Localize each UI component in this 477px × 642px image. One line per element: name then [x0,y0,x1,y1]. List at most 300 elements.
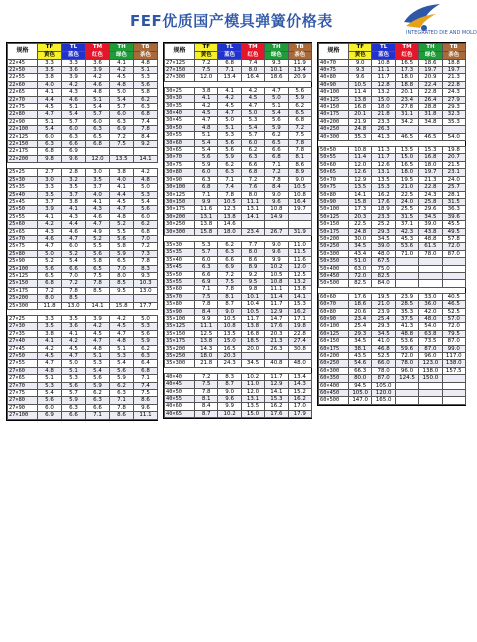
price-cell: 6.6 [218,256,241,263]
table-row [8,133,158,140]
price-cell: 22.8 [419,184,442,191]
price-cell: 8.0 [38,295,62,302]
table-row [165,345,312,352]
price-cell: 6.9 [218,264,241,271]
price-cell: 5.3 [38,382,62,389]
price-cell: 12.9 [265,308,288,315]
price-cell: 87.0 [372,375,395,382]
table-row [8,412,158,419]
price-cell: 31.5 [395,213,418,220]
spring-size-cell: 22×60 [8,81,38,88]
price-cell: 4.5 [38,353,62,360]
spring-size-cell: 35×150 [165,330,195,337]
price-cell: 4.5 [62,345,86,352]
spring-size-cell: 40×60 [165,403,195,410]
spring-size-cell: 30×55 [165,132,195,139]
table-row [165,213,312,220]
table-row [165,308,312,315]
price-cell: 5.1 [86,353,110,360]
spring-size-cell: 30×150 [165,198,195,205]
price-cell: 8.6 [110,412,134,419]
price-cell: 78.0 [395,360,418,367]
price-cell: 3.3 [38,184,62,191]
price-cell: 57.0 [442,316,465,323]
price-cell: 3.9 [86,67,110,74]
spring-size-cell: 40×200 [319,118,349,125]
price-cell: 7.1 [218,176,241,183]
price-cell: 99.0 [442,345,465,352]
table-row [8,67,158,74]
price-cell: 6.8 [38,280,62,287]
price-cell: 14.1 [349,191,372,198]
table-row [319,184,466,191]
price-cell: 12.0 [195,74,218,81]
spring-size-cell: 60×400 [319,382,349,389]
price-cell [86,148,110,155]
price-cell: 5.4 [62,111,86,118]
load-code-header: TM [86,44,110,52]
price-cell: 11.9 [288,59,311,66]
price-cell: 3.3 [38,316,62,323]
price-cell: 19.5 [395,176,418,183]
price-cell: 13.5 [349,184,372,191]
price-cell: 4.3 [38,228,62,235]
price-cell: 34.5 [349,243,372,250]
price-cell: 4.6 [38,235,62,242]
price-cell: 6.2 [86,390,110,397]
price-cell: 21.8 [195,360,218,367]
price-cell: 7.4 [241,59,264,66]
color-name-header: 茶色 [288,51,311,59]
price-cell: 6.5 [288,110,311,117]
price-cell: 16.2 [372,191,395,198]
price-cell: 4.7 [86,221,110,228]
price-cell: 16.4 [288,198,311,205]
price-cell [419,265,442,272]
price-cell: 6.8 [218,59,241,66]
price-cell [395,382,418,389]
table-row [165,330,312,337]
table-row [8,345,158,352]
spring-size-cell: 50×65 [319,169,349,176]
price-cell: 5.6 [218,147,241,154]
price-cell: 5.9 [134,338,158,345]
price-cell: 6.2 [134,221,158,228]
price-cell: 54.0 [442,133,465,140]
spring-size-cell: 60×60 [319,293,349,300]
spec-header: 规格 [165,44,195,60]
price-cell: 8.6 [241,256,264,263]
price-cell: 7.4 [134,382,158,389]
spring-size-cell: 27×300 [165,74,195,81]
price-cell: 24.3 [442,89,465,96]
spring-size-cell: 30×80 [165,169,195,176]
price-cell: 5.6 [110,367,134,374]
price-cell: 4.8 [86,89,110,96]
table-row [319,265,466,272]
price-cell: 35.3 [395,308,418,315]
table-row [319,258,466,265]
price-cell: 15.8 [110,302,134,309]
price-cell: 5.2 [62,250,86,257]
table-row [165,95,312,102]
price-cell [442,258,465,265]
price-cell: 13.8 [241,323,264,330]
price-cell: 6.0 [110,111,134,118]
price-cell: 5.6 [134,330,158,337]
price-table-col2 [163,42,312,419]
price-cell: 13.4 [288,373,311,380]
load-code-header: TL [62,44,86,52]
price-cell: 11.0 [241,381,264,388]
price-cell: 4.2 [110,67,134,74]
table-row [165,286,312,293]
price-cell: 72.0 [395,353,418,360]
price-cell: 6.0 [134,213,158,220]
table-row [319,81,466,88]
table-row [165,184,312,191]
price-cell: 21.0 [395,184,418,191]
price-cell: 13.5 [218,330,241,337]
table-row [165,154,312,161]
table-row [165,360,312,367]
price-cell: 19.7 [419,169,442,176]
table-row [319,228,466,235]
table-row [165,228,312,235]
price-cell: 4.7 [241,102,264,109]
load-code-header: TB [442,44,465,52]
table-row [165,264,312,271]
table-row [319,147,466,154]
table-row [165,169,312,176]
spring-size-cell: 30×100 [165,184,195,191]
spring-size-cell: 25×25 [8,169,38,176]
price-cell: 6.2 [288,102,311,109]
price-cell: 17.6 [265,323,288,330]
color-name-header: 黄色 [349,51,372,59]
price-cell: 3.6 [62,323,86,330]
table-row [319,375,466,382]
table-row [165,206,312,213]
price-cell: 27.4 [288,338,311,345]
price-cell: 7.1 [86,412,110,419]
price-cell: 11.1 [265,286,288,293]
price-cell: 27.8 [395,104,418,111]
price-cell: 13.8 [288,286,311,293]
price-cell: 72.0 [442,323,465,330]
price-cell: 6.3 [218,249,241,256]
price-cell: 105.0 [372,382,395,389]
table-row [319,191,466,198]
price-cell: 10.8 [372,59,395,66]
price-cell: 4.7 [110,206,134,213]
logo-caption: INTEGRATED DIE AND MOLD [406,30,477,36]
price-cell [134,148,158,155]
price-cell: 43.8 [419,228,442,235]
price-cell: 6.3 [110,118,134,125]
price-cell: 6.8 [241,169,264,176]
spring-size-cell: 60×150 [319,338,349,345]
price-cell: 30.0 [349,235,372,242]
price-cell: 7.2 [241,176,264,183]
price-cell: 5.4 [86,104,110,111]
price-cell: 3.6 [62,67,86,74]
table-row [8,184,158,191]
spring-size-cell: 50×80 [319,191,349,198]
price-cell: 87.0 [442,338,465,345]
price-cell: 82.5 [349,280,372,287]
price-cell: 7.5 [110,141,134,148]
price-cell: 5.1 [195,132,218,139]
price-cell: 9.0 [265,191,288,198]
price-cell: 9.6 [134,404,158,411]
price-cell: 38.1 [349,345,372,352]
price-cell: 7.2 [195,373,218,380]
price-cell: 3.5 [62,184,86,191]
price-cell: 10.5 [241,308,264,315]
price-cell: 48.0 [419,316,442,323]
price-cell: 4.1 [218,87,241,94]
spring-size-cell: 50×75 [319,184,349,191]
price-cell: 3.0 [38,176,62,183]
price-cell: 6.2 [218,161,241,168]
price-cell: 15.3 [265,396,288,403]
price-cell: 4.5 [195,110,218,117]
spring-size-cell: 60×125 [319,330,349,337]
price-cell: 4.0 [38,81,62,88]
spring-size-cell: 50×350 [319,258,349,265]
spring-size-cell: 25×35 [8,184,38,191]
table-row [8,287,158,294]
price-cell: 14.3 [195,345,218,352]
price-cell: 10.1 [241,293,264,300]
price-cell: 8.4 [195,403,218,410]
price-cell: 13.1 [195,213,218,220]
price-cell: 25.8 [419,198,442,205]
price-cell: 13.5 [241,403,264,410]
price-cell: 6.8 [134,367,158,374]
price-cell: 19.8 [288,323,311,330]
table-row [165,67,312,74]
price-cell: 21.5 [442,161,465,168]
price-cell: 8.1 [195,396,218,403]
price-cell: 5.0 [218,117,241,124]
price-cell: 4.8 [110,81,134,88]
price-cell: 5.6 [38,397,62,404]
price-cell: 5.9 [195,161,218,168]
price-cell: 4.6 [62,96,86,103]
table-row [319,176,466,183]
price-cell: 34.5 [349,338,372,345]
price-cell: 9.9 [195,316,218,323]
price-cell: 4.7 [110,330,134,337]
price-cell: 41.0 [372,338,395,345]
price-cell: 11.0 [288,241,311,248]
price-cell: 2.7 [38,169,62,176]
table-row [165,301,312,308]
price-cell: 11.3 [372,147,395,154]
spring-size-cell: 50×200 [319,235,349,242]
table-row [319,390,466,397]
price-cell: 75.0 [372,265,395,272]
price-cell: 20.6 [349,308,372,315]
price-cell: 46.5 [419,133,442,140]
price-cell: 30.8 [288,345,311,352]
price-cell: 3.8 [38,330,62,337]
title-bar [0,0,477,40]
price-cell: 6.6 [86,404,110,411]
price-cell: 7.1 [218,67,241,74]
spring-size-cell: 27×150 [165,67,195,74]
price-cell [110,295,134,302]
price-cell: 6.2 [241,147,264,154]
spring-size-cell: 35×300 [165,360,195,367]
price-cell: 6.3 [134,353,158,360]
price-cell: 25.5 [395,206,418,213]
spring-size-cell: 30×90 [165,176,195,183]
price-cell: 52.5 [372,353,395,360]
price-cell: 46.8 [372,345,395,352]
price-cell: 5.7 [62,390,86,397]
table-row [8,375,158,382]
price-cell: 9.8 [241,286,264,293]
price-cell: 31.1 [395,111,418,118]
price-cell: 29.3 [372,228,395,235]
price-cell [395,280,418,287]
price-cell: 5.1 [86,96,110,103]
table-row [319,338,466,345]
price-cell: 5.7 [195,249,218,256]
price-cell [419,258,442,265]
price-cell: 17.3 [349,206,372,213]
table-row [319,250,466,257]
price-cell: 5.6 [134,206,158,213]
price-cell: 37.1 [395,221,418,228]
price-cell: 3.7 [38,198,62,205]
spring-size-cell: 25×90 [8,258,38,265]
price-cell: 5.0 [134,316,158,323]
price-cell: 11.1 [241,198,264,205]
spring-size-cell: 30×35 [165,102,195,109]
price-cell: 7.8 [86,280,110,287]
price-cell: 8.7 [218,381,241,388]
table-row [8,228,158,235]
price-cell: 7.2 [195,59,218,66]
spring-size-cell: 40×55 [165,396,195,403]
spring-size-cell: 30×200 [165,213,195,220]
price-cell: 31.5 [442,198,465,205]
price-cell: 84.0 [372,280,395,287]
spec-header: 规格 [8,44,38,60]
price-cell: 29.6 [419,206,442,213]
price-cell: 31.8 [419,111,442,118]
price-cell: 9.0 [265,241,288,248]
price-cell: 5.1 [38,118,62,125]
price-cell: 41.3 [395,323,418,330]
table-row [165,241,312,248]
table-row [165,381,312,388]
price-cell: 147.0 [349,397,372,404]
price-cell: 9.6 [265,198,288,205]
price-cell: 3.5 [38,323,62,330]
price-cell: 7.5 [288,132,311,139]
color-name-header: 红色 [241,51,264,59]
price-cell: 7.2 [62,280,86,287]
price-cell: 17.6 [265,410,288,417]
spring-size-cell: 30×125 [165,191,195,198]
price-cell: 78.0 [372,367,395,374]
price-cell: 7.1 [134,375,158,382]
load-code-header: TB [288,44,311,52]
price-cell [395,126,418,133]
spring-size-cell: 40×50 [165,388,195,395]
price-cell: 4.2 [86,323,110,330]
price-cell: 13.5 [110,155,134,162]
price-cell: 5.6 [265,117,288,124]
spring-size-cell: 60×500 [319,397,349,404]
spring-size-cell: 25×60 [8,221,38,228]
price-cell: 48.8 [419,235,442,242]
price-cell: 23.3 [372,213,395,220]
price-cell: 20.1 [349,111,372,118]
price-cell: 4.7 [62,353,86,360]
price-cell: 18.8 [442,59,465,66]
table-row [319,154,466,161]
price-cell: 11.1 [195,323,218,330]
spring-size-cell: 22×45 [8,59,38,66]
spring-size-cell: 30×40 [165,110,195,117]
spring-size-cell: 27×125 [165,59,195,66]
price-cell: 35.3 [442,118,465,125]
price-cell: 54.0 [419,323,442,330]
price-cell: 16.2 [288,308,311,315]
price-cell: 5.9 [265,124,288,131]
price-cell: 28.1 [442,191,465,198]
price-cell: 10.2 [265,264,288,271]
price-cell: 3.5 [86,176,110,183]
price-cell: 10.5 [265,271,288,278]
price-cell: 5.2 [86,235,110,242]
price-cell: 8.5 [86,287,110,294]
price-cell: 49.5 [442,228,465,235]
price-cell: 10.2 [218,410,241,417]
price-cell: 7.2 [288,124,311,131]
spring-size-cell: 22×80 [8,111,38,118]
price-cell: 4.1 [62,206,86,213]
table-row [165,353,312,360]
table-row [165,338,312,345]
price-cell: 8.1 [218,293,241,300]
price-cell: 26.3 [265,345,288,352]
table-row [165,102,312,109]
price-cell: 87.0 [419,345,442,352]
price-cell: 7.8 [195,301,218,308]
spring-size-cell: 35×60 [165,286,195,293]
price-cell: 11.5 [288,249,311,256]
price-cell [442,280,465,287]
price-cell: 5.4 [134,198,158,205]
price-cell: 14.9 [265,213,288,220]
price-cell: 17.6 [349,293,372,300]
price-cell: 63.0 [349,265,372,272]
price-cell: 5.5 [86,243,110,250]
price-cell: 25.4 [372,316,395,323]
price-cell: 4.8 [38,367,62,374]
price-cell: 53.6 [395,243,418,250]
price-cell: 15.0 [372,96,395,103]
price-cell: 16.4 [241,74,264,81]
price-cell: 10.8 [218,323,241,330]
